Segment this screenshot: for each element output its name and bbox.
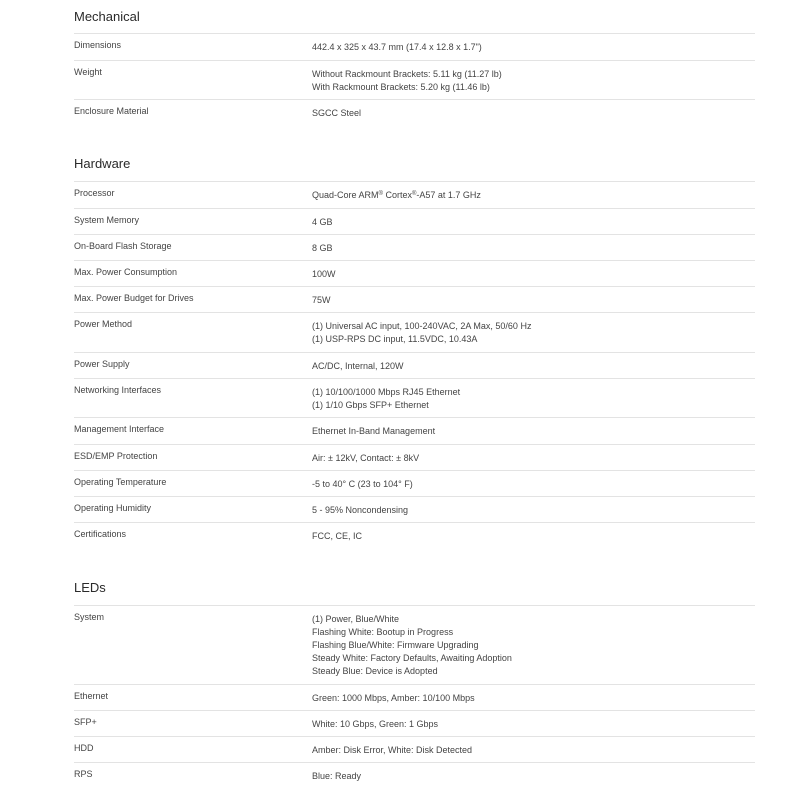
spec-row-flash-storage — [74, 234, 755, 260]
spec-value-line: 442.4 x 325 x 43.7 mm (17.4 x 12.8 x 1.7") — [312, 42, 482, 52]
spec-value-line: Ethernet In-Band Management — [312, 426, 436, 436]
spec-row-system-memory — [74, 208, 755, 234]
spec-value-line: (1) Universal AC input, 100-240VAC, 2A Max, 50/60 Hz — [312, 321, 532, 331]
spec-label: Power Supply — [74, 359, 130, 369]
spec-row-operating-temperature — [74, 470, 755, 496]
spec-value — [312, 313, 755, 352]
spec-label: Processor — [74, 188, 115, 198]
spec-value-line: Flashing Blue/White: Firmware Upgrading — [312, 640, 479, 650]
spec-value — [312, 445, 755, 470]
section-title: LEDs — [74, 580, 106, 595]
spec-value-line: 4 GB — [312, 217, 333, 227]
spec-value-line: Steady Blue: Device is Adopted — [312, 666, 438, 676]
spec-value — [312, 523, 755, 548]
spec-row-operating-humidity — [74, 496, 755, 522]
spec-value — [312, 34, 755, 60]
spec-label: System — [74, 612, 105, 622]
spec-row-management-interface — [74, 417, 755, 444]
spec-label: System Memory — [74, 215, 140, 225]
spec-value — [312, 100, 755, 126]
spec-value-line: Without Rackmount Brackets: 5.11 kg (11.27 lb) — [312, 69, 502, 79]
spec-label: Certifications — [74, 529, 127, 539]
spec-row-weight — [74, 60, 755, 99]
mechanical-table — [74, 33, 755, 126]
section-mechanical — [74, 9, 755, 25]
spec-label: Networking Interfaces — [74, 385, 162, 395]
spec-row-hdd-led — [74, 736, 755, 762]
spec-label: SFP+ — [74, 717, 97, 727]
spec-value-line: 100W — [312, 269, 336, 279]
spec-value — [312, 685, 755, 710]
spec-value-line: White: 10 Gbps, Green: 1 Gbps — [312, 719, 439, 729]
spec-value — [312, 209, 755, 234]
spec-row-ethernet-led — [74, 684, 755, 710]
spec-value-line: Green: 1000 Mbps, Amber: 10/100 Mbps — [312, 693, 475, 703]
spec-row-rps-led — [74, 762, 755, 789]
registered-mark: ® — [411, 191, 417, 197]
spec-value — [312, 763, 755, 789]
section-leds — [74, 580, 755, 596]
spec-row-networking-interfaces — [74, 378, 755, 417]
spec-label: On-Board Flash Storage — [74, 241, 172, 251]
spec-value — [312, 471, 755, 496]
spec-row-max-power-budget — [74, 286, 755, 312]
spec-label: Power Method — [74, 319, 133, 329]
spec-label: Dimensions — [74, 40, 122, 50]
spec-value-line: -5 to 40° C (23 to 104° F) — [312, 479, 413, 489]
spec-row-power-method — [74, 312, 755, 352]
spec-value — [312, 235, 755, 260]
spec-label: Ethernet — [74, 691, 109, 701]
section-title: Hardware — [74, 156, 131, 171]
spec-value — [312, 287, 755, 312]
spec-value-line: 8 GB — [312, 243, 333, 253]
spec-row-system-led — [74, 605, 755, 684]
spec-value-line: With Rackmount Brackets: 5.20 kg (11.46 lb) — [312, 82, 490, 92]
spec-label: Management Interface — [74, 424, 165, 434]
spec-value-line: Air: ± 12kV, Contact: ± 8kV — [312, 453, 420, 463]
spec-value-line: Flashing White: Bootup in Progress — [312, 627, 454, 637]
spec-label: Max. Power Consumption — [74, 267, 178, 277]
spec-value-line: 5 - 95% Noncondensing — [312, 505, 409, 515]
spec-value — [312, 606, 755, 684]
spec-label: Weight — [74, 67, 102, 77]
spec-value-line: SGCC Steel — [312, 108, 362, 118]
spec-value — [312, 737, 755, 762]
spec-value-line: 75W — [312, 295, 331, 305]
spec-label: ESD/EMP Protection — [74, 451, 158, 461]
spec-label: Operating Temperature — [74, 477, 167, 487]
spec-value-line: (1) 1/10 Gbps SFP+ Ethernet — [312, 400, 429, 410]
spec-label: RPS — [74, 769, 93, 779]
spec-value — [312, 353, 755, 378]
spec-value — [312, 379, 755, 417]
spec-value-line: (1) Power, Blue/White — [312, 614, 400, 624]
spec-value — [312, 61, 755, 99]
spec-label: Max. Power Budget for Drives — [74, 293, 194, 303]
spec-value-line: (1) 10/100/1000 Mbps RJ45 Ethernet — [312, 387, 461, 397]
spec-row-esd-emp-protection — [74, 444, 755, 470]
spec-value-line: (1) USP-RPS DC input, 11.5VDC, 10.43A — [312, 334, 478, 344]
spec-value — [312, 418, 755, 444]
spec-row-enclosure-material — [74, 99, 755, 126]
spec-label: Operating Humidity — [74, 503, 152, 513]
spec-value — [312, 182, 755, 208]
spec-label: Enclosure Material — [74, 106, 149, 116]
spec-row-sfp-led — [74, 710, 755, 736]
spec-row-dimensions — [74, 33, 755, 60]
spec-value-processor: Quad-Core ARM® Cortex®-A57 at 1.7 GHz — [312, 190, 481, 200]
registered-mark: ® — [378, 191, 383, 197]
spec-row-processor — [74, 181, 755, 208]
spec-value-line: Blue: Ready — [312, 771, 362, 781]
spec-value-line: Steady White: Factory Defaults, Awaiting Adoption — [312, 653, 512, 663]
spec-value — [312, 711, 755, 736]
leds-table — [74, 605, 755, 789]
section-title: Mechanical — [74, 9, 140, 24]
spec-value-line: Amber: Disk Error, White: Disk Detected — [312, 745, 473, 755]
spec-value — [312, 261, 755, 286]
spec-value-line: AC/DC, Internal, 120W — [312, 361, 404, 371]
section-hardware — [74, 156, 755, 172]
spec-row-certifications — [74, 522, 755, 548]
spec-row-max-power-consumption — [74, 260, 755, 286]
spec-value — [312, 497, 755, 522]
spec-label: HDD — [74, 743, 94, 753]
hardware-table — [74, 181, 755, 548]
spec-value-line: FCC, CE, IC — [312, 531, 363, 541]
spec-row-power-supply — [74, 352, 755, 378]
